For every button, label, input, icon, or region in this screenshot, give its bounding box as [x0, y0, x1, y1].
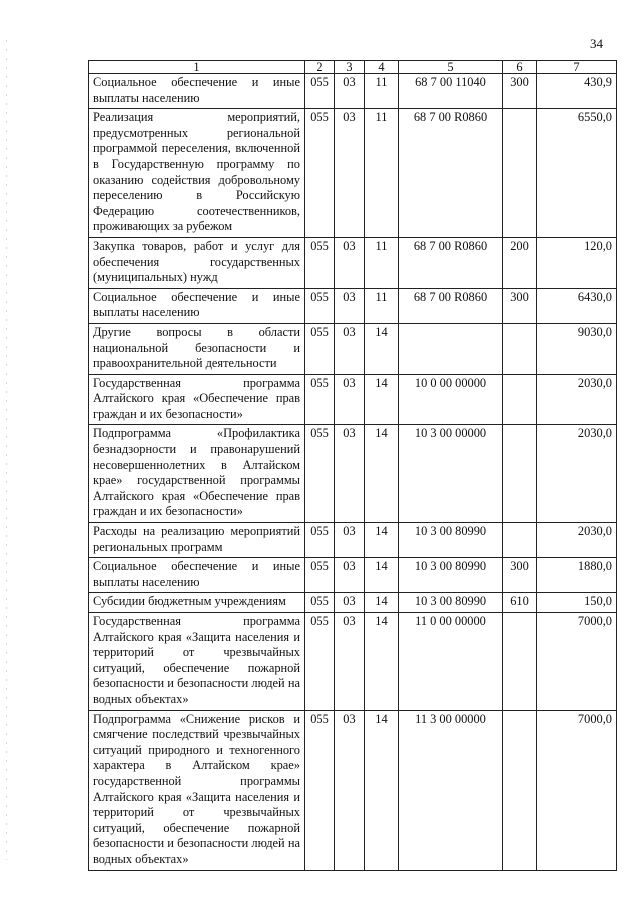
table-row — [89, 374, 617, 425]
expense-type-cell — [503, 323, 537, 374]
section-code-cell: 03 — [335, 558, 365, 593]
expense-type-cell — [503, 109, 537, 238]
table-row — [89, 710, 617, 870]
column-header: 6 — [503, 61, 537, 74]
expense-name-cell: Социальное обеспечение и иные выплаты населению — [89, 74, 305, 109]
ministry-code-cell: 055 — [305, 613, 335, 711]
section-code-cell: 03 — [335, 237, 365, 288]
ministry-code-cell: 055 — [305, 425, 335, 523]
expense-name-cell: Другие вопросы в области национальной безопасности и правоохранительной деятельности — [89, 323, 305, 374]
expense-name-cell: Подпрограмма «Профилактика безнадзорности и правонарушений несовершеннолетних в Алтайском крае» государственной программы Алтайского края «Обеспечение прав граждан и их безопасности» — [89, 425, 305, 523]
target-article-cell: 68 7 00 R0860 — [399, 288, 503, 323]
subsection-code-cell: 14 — [365, 710, 399, 870]
amount-cell: 150,0 — [537, 593, 617, 613]
subsection-code-cell: 14 — [365, 425, 399, 523]
expense-name-cell: Социальное обеспечение и иные выплаты населению — [89, 288, 305, 323]
target-article-cell: 68 7 00 R0860 — [399, 237, 503, 288]
expense-type-cell: 610 — [503, 593, 537, 613]
subsection-code-cell: 11 — [365, 109, 399, 238]
column-header: 3 — [335, 61, 365, 74]
target-article-cell: 68 7 00 11040 — [399, 74, 503, 109]
target-article-cell: 10 0 00 00000 — [399, 374, 503, 425]
column-header: 2 — [305, 61, 335, 74]
column-header: 1 — [89, 61, 305, 74]
subsection-code-cell: 11 — [365, 237, 399, 288]
expense-name-cell: Подпрограмма «Снижение рисков и смягчение последствий чрезвычайных ситуаций природного и техногенного характера в Алтайском крае» государственной программы Алтайского края «Защита населения и территорий от чрезвычайных ситуаций, обеспечение пожарной безопасности и безопасности людей на водных объектах» — [89, 710, 305, 870]
subsection-code-cell: 14 — [365, 523, 399, 558]
ministry-code-cell: 055 — [305, 323, 335, 374]
expense-name-cell: Государственная программа Алтайского края «Обеспечение прав граждан и их безопасности» — [89, 374, 305, 425]
expense-name-cell: Субсидии бюджетным учреждениям — [89, 593, 305, 613]
ministry-code-cell: 055 — [305, 237, 335, 288]
amount-cell: 6430,0 — [537, 288, 617, 323]
table-row — [89, 323, 617, 374]
section-code-cell: 03 — [335, 593, 365, 613]
table-row — [89, 523, 617, 558]
expense-type-cell: 300 — [503, 74, 537, 109]
subsection-code-cell: 11 — [365, 74, 399, 109]
expense-name-cell: Закупка товаров, работ и услуг для обеспечения государственных (муниципальных) нужд — [89, 237, 305, 288]
amount-cell: 2030,0 — [537, 425, 617, 523]
subsection-code-cell: 14 — [365, 323, 399, 374]
amount-cell: 2030,0 — [537, 374, 617, 425]
target-article-cell: 10 3 00 00000 — [399, 425, 503, 523]
amount-cell: 7000,0 — [537, 613, 617, 711]
amount-cell: 2030,0 — [537, 523, 617, 558]
expense-type-cell: 300 — [503, 558, 537, 593]
target-article-cell: 10 3 00 80990 — [399, 593, 503, 613]
target-article-cell: 11 0 00 00000 — [399, 613, 503, 711]
section-code-cell: 03 — [335, 710, 365, 870]
amount-cell: 120,0 — [537, 237, 617, 288]
table-row — [89, 558, 617, 593]
section-code-cell: 03 — [335, 288, 365, 323]
ministry-code-cell: 055 — [305, 74, 335, 109]
table-body — [89, 74, 617, 871]
subsection-code-cell: 14 — [365, 374, 399, 425]
page-number: 34 — [590, 36, 603, 51]
amount-cell: 9030,0 — [537, 323, 617, 374]
subsection-code-cell: 14 — [365, 613, 399, 711]
ministry-code-cell: 055 — [305, 523, 335, 558]
expense-name-cell: Государственная программа Алтайского края «Защита населения и территорий от чрезвычайных ситуаций, обеспечение пожарной безопасности и безопасности людей на водных объектах» — [89, 613, 305, 711]
ministry-code-cell: 055 — [305, 374, 335, 425]
target-article-cell: 10 3 00 80990 — [399, 523, 503, 558]
ministry-code-cell: 055 — [305, 710, 335, 870]
amount-cell: 6550,0 — [537, 109, 617, 238]
target-article-cell: 68 7 00 R0860 — [399, 109, 503, 238]
section-code-cell: 03 — [335, 523, 365, 558]
subsection-code-cell: 11 — [365, 288, 399, 323]
column-header: 4 — [365, 61, 399, 74]
expense-type-cell — [503, 523, 537, 558]
section-code-cell: 03 — [335, 109, 365, 238]
target-article-cell — [399, 323, 503, 374]
expense-type-cell: 200 — [503, 237, 537, 288]
column-header: 7 — [537, 61, 617, 74]
target-article-cell: 11 3 00 00000 — [399, 710, 503, 870]
section-code-cell: 03 — [335, 613, 365, 711]
column-header: 5 — [399, 61, 503, 74]
table-row — [89, 613, 617, 711]
expense-type-cell — [503, 425, 537, 523]
table-row — [89, 237, 617, 288]
expense-name-cell: Расходы на реализацию мероприятий региональных программ — [89, 523, 305, 558]
table-row — [89, 288, 617, 323]
target-article-cell: 10 3 00 80990 — [399, 558, 503, 593]
ministry-code-cell: 055 — [305, 558, 335, 593]
expense-type-cell — [503, 710, 537, 870]
amount-cell: 1880,0 — [537, 558, 617, 593]
expense-name-cell: Реализация мероприятий, предусмотренных региональной программой переселения, включенной в Государственную программу по оказанию содействия добровольному переселению в Российскую Федерацию соотечественников, проживающих за рубежом — [89, 109, 305, 238]
section-code-cell: 03 — [335, 374, 365, 425]
subsection-code-cell: 14 — [365, 593, 399, 613]
amount-cell: 7000,0 — [537, 710, 617, 870]
scan-margin-artifact — [6, 40, 7, 860]
table-row — [89, 425, 617, 523]
section-code-cell: 03 — [335, 74, 365, 109]
ministry-code-cell: 055 — [305, 593, 335, 613]
expense-name-cell: Социальное обеспечение и иные выплаты населению — [89, 558, 305, 593]
table-row — [89, 593, 617, 613]
subsection-code-cell: 14 — [365, 558, 399, 593]
expense-type-cell — [503, 374, 537, 425]
section-code-cell: 03 — [335, 323, 365, 374]
budget-table — [88, 60, 617, 871]
table-row — [89, 109, 617, 238]
expense-type-cell: 300 — [503, 288, 537, 323]
expense-type-cell — [503, 613, 537, 711]
table-row — [89, 74, 617, 109]
section-code-cell: 03 — [335, 425, 365, 523]
ministry-code-cell: 055 — [305, 288, 335, 323]
amount-cell: 430,9 — [537, 74, 617, 109]
column-number-row — [89, 61, 617, 74]
ministry-code-cell: 055 — [305, 109, 335, 238]
